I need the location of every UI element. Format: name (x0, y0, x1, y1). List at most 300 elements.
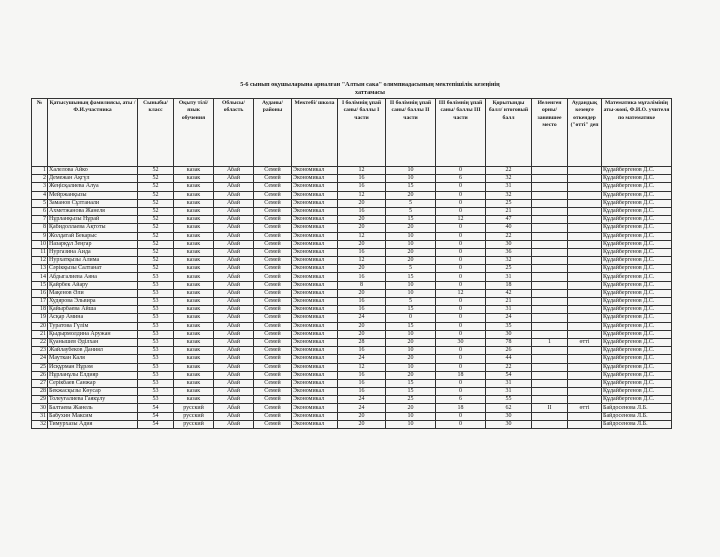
language: казак (174, 199, 214, 207)
teacher-name: Құдайбергенов Д.С. (602, 224, 672, 232)
teacher-name: Байдосенова Л.Б. (602, 404, 672, 412)
region: Абай (214, 404, 254, 412)
language: казак (174, 322, 214, 330)
school: Экономикал (292, 167, 338, 175)
place (532, 298, 568, 306)
table-row (32, 207, 672, 215)
part1-score: 16 (338, 379, 386, 387)
region: Абай (214, 363, 254, 371)
district: Семей (254, 224, 292, 232)
header-class: Сыныбы/класс (138, 99, 174, 167)
school: Экономикал (292, 388, 338, 396)
part1-score: 16 (338, 388, 386, 396)
region: Абай (214, 306, 254, 314)
teacher-name: Құдайбергенов Д.С. (602, 306, 672, 314)
advanced (568, 240, 602, 248)
district: Семей (254, 191, 292, 199)
place (532, 191, 568, 199)
results-table (31, 98, 672, 429)
participant-name: Қыдырмолдина Аружан (48, 330, 138, 338)
part1-score: 12 (338, 363, 386, 371)
part2-score: 15 (386, 388, 436, 396)
part1-score: 24 (338, 396, 386, 404)
region: Абай (214, 265, 254, 273)
row-number: 22 (32, 338, 48, 346)
part2-score: 15 (386, 216, 436, 224)
region: Абай (214, 199, 254, 207)
teacher-name: Құдайбергенов Д.С. (602, 257, 672, 265)
class: 53 (138, 355, 174, 363)
part2-score: 15 (386, 273, 436, 281)
class: 52 (138, 183, 174, 191)
part1-score: 16 (338, 273, 386, 281)
part1-score: 12 (338, 167, 386, 175)
district: Семей (254, 183, 292, 191)
place (532, 183, 568, 191)
part1-score: 16 (338, 183, 386, 191)
header-part2: II бөлімнің ұпай саны/ баллы II части (386, 99, 436, 167)
region: Абай (214, 257, 254, 265)
table-row (32, 371, 672, 379)
part1-score: 16 (338, 306, 386, 314)
school: Экономикал (292, 199, 338, 207)
teacher-name: Құдайбергенов Д.С. (602, 199, 672, 207)
advanced (568, 412, 602, 420)
advanced (568, 207, 602, 215)
language: казак (174, 355, 214, 363)
part2-score: 10 (386, 175, 436, 183)
table-row (32, 379, 672, 387)
school: Экономикал (292, 216, 338, 224)
teacher-name: Құдайбергенов Д.С. (602, 355, 672, 363)
participant-name: Қабидоллаева Ақтоты (48, 224, 138, 232)
advanced (568, 314, 602, 322)
part3-score: 0 (436, 191, 486, 199)
teacher-name: Құдайбергенов Д.С. (602, 371, 672, 379)
total-score: 25 (486, 265, 532, 273)
header-school: Мектебі/ школа (292, 99, 338, 167)
total-score: 36 (486, 248, 532, 256)
part3-score: 0 (436, 379, 486, 387)
part2-score: 20 (386, 257, 436, 265)
part2-score: 15 (386, 183, 436, 191)
part1-score: 24 (338, 355, 386, 363)
school: Экономикал (292, 248, 338, 256)
row-number: 14 (32, 273, 48, 281)
school: Экономикал (292, 257, 338, 265)
part3-score: 6 (436, 396, 486, 404)
total-score: 32 (486, 191, 532, 199)
region: Абай (214, 289, 254, 297)
language: казак (174, 175, 214, 183)
part3-score: 0 (436, 273, 486, 281)
language: русский (174, 412, 214, 420)
total-score: 26 (486, 347, 532, 355)
class: 52 (138, 167, 174, 175)
total-score: 31 (486, 379, 532, 387)
school: Экономикал (292, 330, 338, 338)
district: Семей (254, 298, 292, 306)
place (532, 175, 568, 183)
row-number: 10 (32, 240, 48, 248)
region: Абай (214, 412, 254, 420)
advanced: өтті (568, 404, 602, 412)
district: Семей (254, 388, 292, 396)
place (532, 265, 568, 273)
school: Экономикал (292, 207, 338, 215)
district: Семей (254, 371, 292, 379)
part2-score: 25 (386, 396, 436, 404)
total-score: 21 (486, 207, 532, 215)
district: Семей (254, 167, 292, 175)
header-language: Оқыту тілі/ язык обучения (174, 99, 214, 167)
language: казак (174, 191, 214, 199)
class: 53 (138, 363, 174, 371)
part3-score: 0 (436, 248, 486, 256)
advanced (568, 273, 602, 281)
participant-name: Туратова Гүлім (48, 322, 138, 330)
advanced (568, 224, 602, 232)
place (532, 216, 568, 224)
language: казак (174, 338, 214, 346)
part2-score: 20 (386, 371, 436, 379)
advanced (568, 306, 602, 314)
part3-score: 12 (436, 289, 486, 297)
region: Абай (214, 355, 254, 363)
document-title-line-1: 5-6 сынып оқушыларына арналған "Алтын сака" олимпиадасының мектепішілік кезеңінің (240, 81, 500, 88)
language: казак (174, 281, 214, 289)
district: Семей (254, 396, 292, 404)
district: Семей (254, 314, 292, 322)
total-score: 31 (486, 183, 532, 191)
advanced (568, 371, 602, 379)
row-number: 21 (32, 330, 48, 338)
header-advanced: Аудандық кезеңге өткендер ("өтті" деп (568, 99, 602, 167)
part1-score: 8 (338, 281, 386, 289)
region: Абай (214, 330, 254, 338)
part2-score: 5 (386, 265, 436, 273)
total-score: 54 (486, 371, 532, 379)
part3-score: 0 (436, 355, 486, 363)
part3-score: 30 (436, 338, 486, 346)
part3-score: 0 (436, 265, 486, 273)
part1-score: 12 (338, 257, 386, 265)
place (532, 347, 568, 355)
part3-score: 0 (436, 306, 486, 314)
teacher-name: Құдайбергенов Д.С. (602, 207, 672, 215)
class: 52 (138, 175, 174, 183)
table-row (32, 289, 672, 297)
region: Абай (214, 281, 254, 289)
school: Экономикал (292, 420, 338, 428)
total-score: 30 (486, 420, 532, 428)
region: Абай (214, 314, 254, 322)
place (532, 273, 568, 281)
part2-score: 10 (386, 330, 436, 338)
row-number: 24 (32, 355, 48, 363)
place (532, 330, 568, 338)
row-number: 9 (32, 232, 48, 240)
region: Абай (214, 338, 254, 346)
teacher-name: Құдайбергенов Д.С. (602, 363, 672, 371)
advanced (568, 420, 602, 428)
advanced (568, 199, 602, 207)
district: Семей (254, 363, 292, 371)
part2-score: 10 (386, 289, 436, 297)
class: 53 (138, 388, 174, 396)
district: Семей (254, 322, 292, 330)
part1-score: 12 (338, 191, 386, 199)
place (532, 420, 568, 428)
table-row (32, 240, 672, 248)
part3-score: 0 (436, 322, 486, 330)
part3-score: 0 (436, 257, 486, 265)
table-row (32, 330, 672, 338)
participant-name: Нургазина Аида (48, 248, 138, 256)
advanced (568, 167, 602, 175)
part1-score: 16 (338, 248, 386, 256)
table-row (32, 404, 672, 412)
class: 53 (138, 338, 174, 346)
class: 52 (138, 199, 174, 207)
row-number: 20 (32, 322, 48, 330)
language: казак (174, 183, 214, 191)
part1-score: 20 (338, 289, 386, 297)
header-part3: III бөлімнің ұпай саны/ баллы III части (436, 99, 486, 167)
language: казак (174, 363, 214, 371)
class: 52 (138, 265, 174, 273)
language: казак (174, 167, 214, 175)
language: казак (174, 207, 214, 215)
header-region: Облысы/ область (214, 99, 254, 167)
row-number: 1 (32, 167, 48, 175)
class: 52 (138, 216, 174, 224)
class: 52 (138, 207, 174, 215)
participant-name: Халелова Айко (48, 167, 138, 175)
region: Абай (214, 379, 254, 387)
participant-name: Абдыгалиева Аяна (48, 273, 138, 281)
table-row (32, 232, 672, 240)
part2-score: 10 (386, 412, 436, 420)
row-number: 5 (32, 199, 48, 207)
header-number: № (32, 99, 48, 167)
region: Абай (214, 167, 254, 175)
participant-name: Мауткан Каля (48, 355, 138, 363)
part2-score: 10 (386, 167, 436, 175)
teacher-name: Құдайбергенов Д.С. (602, 396, 672, 404)
place (532, 314, 568, 322)
table-row (32, 265, 672, 273)
participant-name: Тимурхазы Адия (48, 420, 138, 428)
class: 52 (138, 232, 174, 240)
part2-score: 10 (386, 232, 436, 240)
language: казак (174, 257, 214, 265)
district: Семей (254, 175, 292, 183)
school: Экономикал (292, 322, 338, 330)
place: II (532, 404, 568, 412)
advanced (568, 363, 602, 371)
table-row (32, 281, 672, 289)
table-row (32, 338, 672, 346)
total-score: 78 (486, 338, 532, 346)
teacher-name: Құдайбергенов Д.С. (602, 232, 672, 240)
total-score: 40 (486, 224, 532, 232)
place: 1 (532, 338, 568, 346)
school: Экономикал (292, 404, 338, 412)
participant-name: Жеңісқалиева Алуа (48, 183, 138, 191)
class: 54 (138, 420, 174, 428)
results-body (32, 167, 672, 429)
language: казак (174, 306, 214, 314)
place (532, 199, 568, 207)
part1-score: 16 (338, 371, 386, 379)
school: Экономикал (292, 273, 338, 281)
participant-name: Демежан Ақгүл (48, 175, 138, 183)
school: Экономикал (292, 396, 338, 404)
total-score: 31 (486, 306, 532, 314)
region: Абай (214, 207, 254, 215)
teacher-name: Құдайбергенов Д.С. (602, 167, 672, 175)
total-score: 55 (486, 396, 532, 404)
teacher-name: Құдайбергенов Д.С. (602, 379, 672, 387)
part3-score: 0 (436, 207, 486, 215)
part2-score: 20 (386, 248, 436, 256)
part2-score: 20 (386, 224, 436, 232)
part3-score: 18 (436, 371, 486, 379)
district: Семей (254, 338, 292, 346)
teacher-name: Құдайбергенов Д.С. (602, 216, 672, 224)
total-score: 42 (486, 289, 532, 297)
teacher-name: Байдосенова Л.Б. (602, 420, 672, 428)
participant-name: Заманов Сұлтанали (48, 199, 138, 207)
class: 53 (138, 371, 174, 379)
part2-score: 15 (386, 322, 436, 330)
row-number: 32 (32, 420, 48, 428)
part3-score: 0 (436, 224, 486, 232)
advanced (568, 347, 602, 355)
place (532, 240, 568, 248)
district: Семей (254, 240, 292, 248)
language: казак (174, 371, 214, 379)
table-row (32, 363, 672, 371)
participant-name: Серікбаев Санжар (48, 379, 138, 387)
place (532, 396, 568, 404)
language: русский (174, 404, 214, 412)
part2-score: 0 (386, 314, 436, 322)
language: русский (174, 420, 214, 428)
advanced (568, 355, 602, 363)
district: Семей (254, 257, 292, 265)
advanced (568, 183, 602, 191)
row-number: 2 (32, 175, 48, 183)
header-total: Қорытынды балл/ итоговый балл (486, 99, 532, 167)
part3-score: 0 (436, 232, 486, 240)
row-number: 19 (32, 314, 48, 322)
teacher-name: Құдайбергенов Д.С. (602, 273, 672, 281)
teacher-name: Құдайбергенов Д.С. (602, 248, 672, 256)
total-score: 35 (486, 322, 532, 330)
class: 53 (138, 306, 174, 314)
part2-score: 10 (386, 363, 436, 371)
table-row (32, 347, 672, 355)
table-row (32, 248, 672, 256)
teacher-name: Құдайбергенов Д.С. (602, 298, 672, 306)
row-number: 4 (32, 191, 48, 199)
table-row (32, 314, 672, 322)
participant-name: Мейржанқызы (48, 191, 138, 199)
place (532, 257, 568, 265)
participant-name: Худярова Эльвира (48, 298, 138, 306)
part1-score: 20 (338, 240, 386, 248)
header-place: Иеленген орны/ занявшее место (532, 99, 568, 167)
district: Семей (254, 232, 292, 240)
table-row (32, 412, 672, 420)
part1-score: 20 (338, 265, 386, 273)
participant-name: Бабухин Максим (48, 412, 138, 420)
district: Семей (254, 273, 292, 281)
part3-score: 6 (436, 175, 486, 183)
school: Экономикал (292, 347, 338, 355)
row-number: 8 (32, 224, 48, 232)
class: 53 (138, 281, 174, 289)
place (532, 224, 568, 232)
participant-name: Қуанышев Әділхан (48, 338, 138, 346)
part1-score: 12 (338, 232, 386, 240)
table-row (32, 396, 672, 404)
district: Семей (254, 281, 292, 289)
place (532, 388, 568, 396)
header-row (32, 99, 672, 167)
district: Семей (254, 404, 292, 412)
participant-name: Толеуғалиева Гаякұлу (48, 396, 138, 404)
part1-score: 20 (338, 224, 386, 232)
row-number: 28 (32, 388, 48, 396)
participant-name: Жолдатай Бекарыс (48, 232, 138, 240)
class: 53 (138, 273, 174, 281)
place (532, 371, 568, 379)
row-number: 15 (32, 281, 48, 289)
class: 53 (138, 289, 174, 297)
part2-score: 10 (386, 420, 436, 428)
part2-score: 20 (386, 404, 436, 412)
class: 52 (138, 191, 174, 199)
total-score: 30 (486, 240, 532, 248)
region: Абай (214, 420, 254, 428)
part1-score: 16 (338, 298, 386, 306)
row-number: 30 (32, 404, 48, 412)
language: казак (174, 265, 214, 273)
total-score: 32 (486, 175, 532, 183)
part1-score: 24 (338, 404, 386, 412)
part3-score: 0 (436, 298, 486, 306)
school: Экономикал (292, 224, 338, 232)
part2-score: 15 (386, 379, 436, 387)
class: 53 (138, 379, 174, 387)
place (532, 306, 568, 314)
part2-score: 5 (386, 199, 436, 207)
table-row (32, 257, 672, 265)
table-row (32, 298, 672, 306)
advanced (568, 289, 602, 297)
place (532, 281, 568, 289)
part1-score: 20 (338, 199, 386, 207)
school: Экономикал (292, 306, 338, 314)
row-number: 23 (32, 347, 48, 355)
region: Абай (214, 191, 254, 199)
participant-name: Сәрікқызы Салтанат (48, 265, 138, 273)
class: 52 (138, 224, 174, 232)
school: Экономикал (292, 355, 338, 363)
